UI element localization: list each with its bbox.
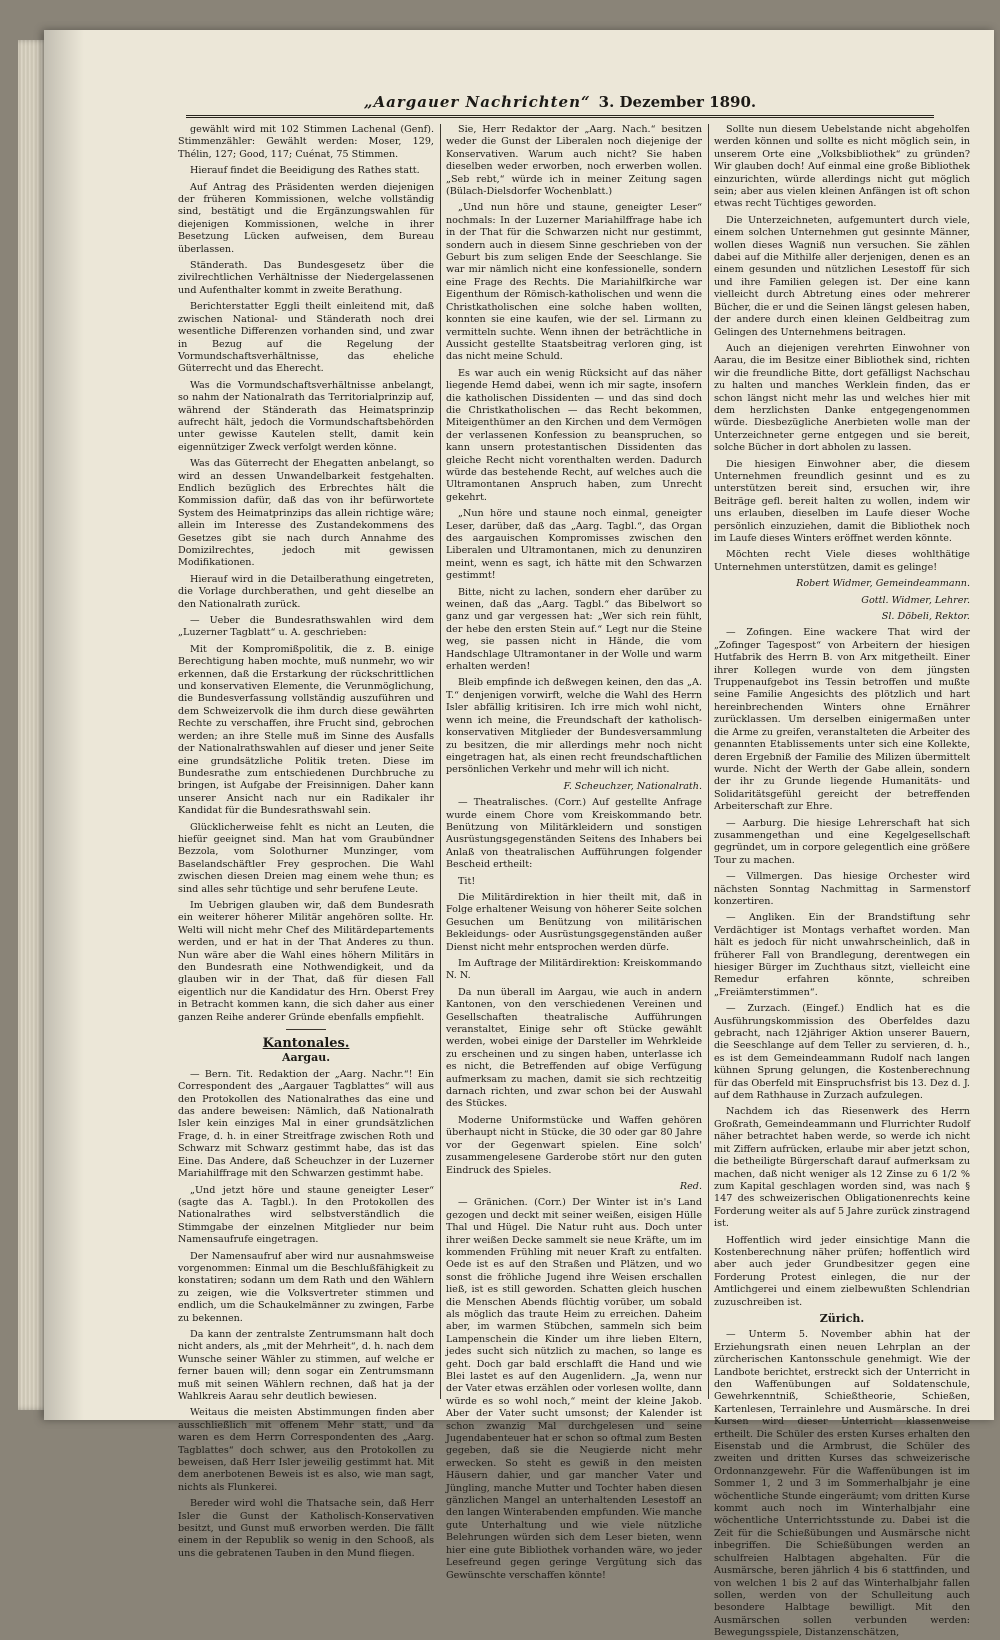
article-paragraph: Nachdem ich das Riesenwerk des Herrn Großrath, Gemeindeammann und Flurrichter Rudolf näher betrachtet haben werde, so werde ich nicht mit Ziffern aufrücken, erlaube mir aber jetzt schon, die betheiligte Bürgerschaft darauf aufmerksam zu machen, daß nicht weniger als 12 Zinse zu 6 1/2 % zum Kapital geschlagen worden sind, was nach § 147 des schweizerischen Obligationenrechts keine Forderung weiter als auf 5 Jahre zurück zinstragend ist. [714, 1106, 970, 1230]
column-rule [708, 124, 709, 1399]
article-paragraph: Im Auftrage der Militärdirektion: Kreiskommando N. N. [446, 958, 702, 982]
separator-rule [286, 1029, 326, 1030]
article-paragraph: Moderne Uniformstücke und Waffen gehören überhaupt nicht in Stücke, die 30 oder gar 80 Jahre vor der Gegenwart spielen. Eine solch' zusammengelesene Garderobe stört nur den guten Eindruck des Spieles. [446, 1114, 702, 1176]
article-paragraph: Bitte, nicht zu lachen, sondern eher darüber zu weinen, daß das „Aarg. Tagbl.“ das Bibelwort so ganz und gar vergessen hat: „Wer sich rein fühlt, der hebe den ersten Stein auf.“ Legt nur die Steine weg, sie passen nicht in Hände, die vom Handschlage Ultramontaner in der Wolle und warm erhalten werden! [446, 586, 702, 673]
article-paragraph: Ständerath. Das Bundesgesetz über die zivilrechtlichen Verhältnisse der Niedergelassenen und Aufenthalter kommt in zweite Berathung. [178, 260, 434, 296]
article-paragraph: Die Unterzeichneten, aufgemuntert durch viele, einem solchen Unternehmen gut gesinnte Männer, wollen dieses Wagniß nun versuchen. Sie zählen dabei auf die Mithilfe aller derjenigen, denen es an einem gesunden und nützlichen Lesestoff für sich und ihre Familien gelegen ist. Der eine kann vielleicht durch Abtretung eines oder mehrerer Bücher, die er und die Seinen längst gelesen haben, der andere durch einen kleinen Geldbeitrag zum Gelingen des Unternehmens beitragen. [714, 214, 970, 338]
article-paragraph: Sollte nun diesem Uebelstande nicht abgeholfen werden können und sollte es nicht möglich sein, in unserem Orte eine „Volksbibliothek“ zu gründen? Wir glauben doch! Auf einmal eine große Bibliothek einzurichten, würde allerdings nicht gut möglich sein; aber aus vielen kleinen Anfängen ist oft schon etwas recht Tüchtiges geworden. [714, 124, 970, 210]
issue-date: 3. Dezember 1890. [598, 93, 757, 111]
article-paragraph: „Und nun höre und staune, geneigter Leser“ nochmals: In der Luzerner Mariahilffrage habe ich in der That für die Schwarzen nicht nur gestimmt, sondern auch in diesem Sinne geschrieben von der Geburt bis zum seligen Ende der Seeschlange. Sie war mir nämlich nicht eine konfessionelle, sondern eine Frage des Rechts. Die Mariahilfkirche war Eigenthum der Römisch-katholischen und wenn die Christkatholischen eine solche haben wollten, konnten sie eine kaufen, wie der sel. Lirmann zu vermitteln suchte. Wenn ihnen der beträchtliche in Aussicht gestellte Staatsbeitrag verloren ging, ist das nicht meine Schuld. [446, 202, 702, 363]
article-paragraph: Mit der Kompromißpolitik, die z. B. einige Berechtigung haben mochte, muß nunmehr, wo wir erkennen, daß die Erstarkung der rückschrittlichen und konservativen Elemente, die Verunmöglichung, die Bundesverfassung vollständig auszuführen und dem Schweizervolk die ihm durch diese gewährten Rechte zu verschaffen, ihre Frucht sind, gebrochen werden; an ihre Stelle muß im Sinne des Ausfalls der Nationalrathswahlen auf dieser und jener Seite eine grundsätzliche Politik treten. Diese im Bundesrathe zum entschiedenen Durchbruche zu bringen, ist Aufgabe der Freisinnigen. Daher kann unserer Ansicht nach nur ein Radikaler ihr Kandidat für die Bundesrathswahl sein. [178, 643, 434, 817]
article-paragraph: Hoffentlich wird jeder einsichtige Mann die Kostenberechnung näher prüfen; hoffentlich wird aber auch jeder Grundbesitzer gegen eine Forderung Protest einlegen, die nur der Amtlichgerei und einem zielbewußten Schlendrian zuzuschreiben ist. [714, 1234, 970, 1308]
signature-line: Gottl. Widmer, Lehrer. [861, 594, 970, 606]
article-paragraph: Da kann der zentralste Zentrumsmann halt doch nicht anders, als „mit der Mehrheit“, d. h. nach dem Wunsche seiner Wähler zu stimmen, auf welche er ferner bauen will; denn sogar ein Zentrumsmann muß mit seinen Wählern rechnen, daß hat ja der Wahlkreis Aarau sehr deutlich bewiesen. [178, 1328, 434, 1402]
signature-line: Sl. Döbeli, Rektor. [881, 611, 970, 623]
article-paragraph: Berichterstatter Eggli theilt einleitend mit, daß zwischen National- und Ständerath noch drei wesentliche Differenzen vorhanden sind, und zwar in Bezug auf die Regelung der Vormundschaftsverhältnisse, das eheliche Güterrecht und das Eherecht. [178, 301, 434, 375]
article-paragraph: Bleib empfinde ich deßwegen keinen, den das „A. T.“ denjenigen vorwirft, welche die Wahl des Herrn Isler abfällig kritisiren. Ich irre mich wohl nicht, wenn ich meine, die Freundschaft der katholisch-konservativen Mitglieder der Bundesversammlung zu besitzen, die mir allerdings mehr noch nicht eingetragen hat, als einen recht freundschaftlichen persönlichen Verkehr und mehr will ich nicht. [446, 677, 702, 776]
article-paragraph: Was die Vormundschaftsverhältnisse anbelangt, so nahm der Nationalrath das Territorialprinzip auf, während der Ständerath das Heimatsprinzip aufrecht hält, jedoch die Vormundschaftsbehörden unter gewisse Kautelen stellt, damit kein eigennütziger Zweck verfolgt werden könne. [178, 379, 434, 453]
article-paragraph: Tit! [458, 875, 476, 887]
article-paragraph: — Unterm 5. November abhin hat der Erziehungsrath einen neuen Lehrplan an der zürcherischen Kantonsschule genehmigt. Wie der Landbote berichtet, erstreckt sich der Unterricht in den Waffenübungen auf Soldatenschule, Gewehrkenntniß, Schießtheorie, Schießen, Kartenlesen, Terrainlehre und Ausmärsche. In drei Kursen wird dieser Unterricht klassenweise ertheilt. Die Schüler des ersten Kurses erhalten den Eisenstab und die Armbrust, die Schüler des zweiten und dritten Kurses das schweizerische Ordonnanzgewehr. Für die Waffenübungen ist im Sommer 1, 2 und 3 im Sommerhalbjahr je eine wöchentliche Stunde eingeräumt; vom dritten Kurse kommt auch noch im Winterhalbjahr eine wöchentliche Unterrichtsstunde zu. Dabei ist die Zeit für die Schießübungen und Ausmärsche nicht inbegriffen. Die Schießübungen werden an schulfreien Halbtagen abgehalten. Für die Ausmärsche, beren jährlich 4 bis 6 stattfinden, und von welchen 1 bis 2 auf das Winterhalbjahr fallen sollen, werden von der Schulleitung auch besondere Halbtage bewilligt. Mit den Ausmärschen sollen verbunden werden: Bewegungsspiele, Distanzenschätzen, [714, 1329, 970, 1639]
column-1 [178, 124, 434, 1559]
article-paragraph: „Und jetzt höre und staune geneigter Leser“ (sagte das A. Tagbl.). In den Protokollen des Nationalrathes wird selbstverständlich die Stimmgabe der einzelnen Mitglieder nur beim Namensaufrufe eingetragen. [178, 1184, 434, 1246]
article-paragraph: — Zofingen. Eine wackere That wird der „Zofinger Tagespost“ von Arbeitern der hiesigen Hutfabrik des Herrn B. von Arx mitgetheilt. Einer ihrer Kollegen wurde von dem jüngsten Truppenaufgebot ins Tessin betroffen und mußte seine Familie Angesichts des plötzlich und hart hereinbrechenden Winters ohne Ernährer zurücklassen. Um derselben einigermaßen unter die Arme zu greifen, veranstalteten die Arbeiter des genannten Etablissements unter sich eine Kollekte, deren Ergebniß der Familie des Milizen übermittelt wurde. Nicht der Werth der Gabe allein, sondern der ihr zu Grunde liegende Humanitäts- und Solidaritätsgefühl gereicht der betreffenden Arbeiterschaft zur Ehre. [714, 627, 970, 813]
article-paragraph: — Bern. Tit. Redaktion der „Aarg. Nachr.“! Ein Correspondent des „Aargauer Tagblattes“ will aus den Protokollen des Nationalrathes das eine und das andere beweisen: Nämlich, daß Nationalrath Isler kein einziges Mal in einer grundsätzlichen Frage, d. h. in einer Streitfrage zwischen Roth und Schwarz mit Schwarz gestimmt habe, das ist das Eine. Das Andere, daß Scheuchzer in der Luzerner Mariahilffrage mit den Schwarzen gestimmt habe. [178, 1068, 434, 1180]
article-paragraph: Die hiesigen Einwohner aber, die diesem Unternehmen freundlich gesinnt und es zu unterstützen bereit sind, ersuchen wir, ihre Beiträge gefl. bereit halten zu wollen, indem wir uns erlauben, dieselben im Laufe dieser Woche persönlich einzuziehen, damit die Bibliothek noch im Laufe dieses Winters eröffnet werden könnte. [714, 458, 970, 544]
article-paragraph: Auf Antrag des Präsidenten werden diejenigen der früheren Kommissionen, welche vollständig sind, bestätigt und die Ergänzungswahlen für diejenigen Kommissionen, welche in ihrer Besetzung Lücken aufweisen, dem Bureau überlassen. [178, 181, 434, 255]
newspaper-title: „Aargauer Nachrichten“ [363, 93, 591, 111]
article-paragraph: — Zurzach. (Eingef.) Endlich hat es die Ausführungskommission des Oberfeldes dazu gebracht, nach 12jähriger Aktion unserer Bauern, die Seeschlange auf dem Teller zu servieren, d. h., es ist dem Gemeindeammann Rudolf nach langen kühnen Sprung gelungen, die Kostenberechnung für das Oberfeld mit Einspruchsfrist bis 13. Dez d. J. auf dem Rathhause in Zurzach aufzulegen. [714, 1003, 970, 1102]
column-rule [440, 124, 441, 1399]
article-paragraph: gewählt wird mit 102 Stimmen Lachenal (Genf). Stimmenzähler: Gewählt werden: Moser, 129, Thélin, 127; Good, 117; Cuénat, 75 Stimmen. [178, 124, 434, 160]
article-paragraph: Hierauf findet die Beeidigung des Rathes statt. [190, 165, 420, 177]
section-subtitle: Zürich. [819, 1311, 865, 1325]
column-2 [446, 124, 702, 1581]
article-paragraph: Im Uebrigen glauben wir, daß dem Bundesrath ein weiterer höherer Militär angehören sollte. Hr. Welti will nicht mehr Chef des Militärdepartements werden, und er hat in der That Anderes zu thun. Nun wäre aber die Wahl eines höhern Militärs in den Bundesrath eine Nothwendigkeit, und da glauben wir in der That, daß für diesen Fall eigentlich nur die Kandidatur des Hrn. Oberst Frey in Betracht kommen kann, die sich daher aus einer ganzen Reihe anderer Gründe ebenfalls empfiehlt. [178, 899, 434, 1023]
article-paragraph: Hierauf wird in die Detailberathung eingetreten, die Vorlage durchberathen, und geht dieselbe an den Nationalrath zurück. [178, 573, 434, 610]
page-header [186, 88, 934, 118]
article-paragraph: Auch an diejenigen verehrten Einwohner von Aarau, die im Besitze einer Bibliothek sind, richten wir die freundliche Bitte, dort gefälligst Nachschau zu halten und manches Werklein finden, das er schon längst nicht mehr las und welches hier mit dem herzlichsten Danke entgegengenommen würde. Diesbezügliche Anerbieten wolle man der Unterzeichneter gerne entgegen und sie bereit, solche Bücher in dort abholen zu lassen. [714, 342, 970, 454]
article-paragraph: — Aarburg. Die hiesige Lehrerschaft hat sich zusammengethan und eine Kegelgesellschaft gegründet, um in corpore gelegentlich eine größere Tour zu machen. [714, 817, 970, 866]
gutter-shadow [44, 30, 84, 1420]
article-paragraph: Weitaus die meisten Abstimmungen finden aber ausschließlich mit offenem Mehr statt, und da waren es dem Herrn Correspondenten des „Aarg. Tagblattes“ doch schwer, aus den Protokollen zu beweisen, daß Herr Isler jeweilig gestimmt hat. Mit dem anerbotenen Beweis ist es also, wie man sagt, nichts als Flunkerei. [178, 1407, 434, 1493]
article-paragraph: „Nun höre und staune noch einmal, geneigter Leser, darüber, daß das „Aarg. Tagbl.“, das Organ des aargauischen Kompromisses zwischen den Liberalen und Ultramontanen, mich zu denunziren meint, wenn es sagt, ich hätte mit den Schwarzen gestimmt! [446, 508, 702, 582]
article-paragraph: — Theatralisches. (Corr.) Auf gestellte Anfrage wurde einem Chore vom Kreiskommando betr. Benützung von Militärkleidern und sonstigen Ausrüstungsgegenständen Seitens des Inhabers bei Anlaß von theatralischen Aufführungen folgender Bescheid ertheilt: [446, 797, 702, 871]
article-paragraph: Möchten recht Viele dieses wohlthätige Unternehmen unterstützen, damit es gelinge! [714, 549, 970, 573]
section-subtitle: Aargau. [281, 1051, 331, 1065]
author-signature: F. Scheuchzer, Nationalrath. [563, 780, 702, 792]
article-paragraph: Bereder wird wohl die Thatsache sein, daß Herr Isler die Gunst der Katholisch-Konservativen besitzt, und Gunst muß erworben werden. Die fällt einem in der Republik so wenig in den Schooß, als uns die gebratenen Tauben in den Mund fliegen. [178, 1498, 434, 1559]
article-paragraph: — Villmergen. Das hiesige Orchester wird nächsten Sonntag Nachmittag in Sarmenstorf konzertiren. [714, 871, 970, 907]
article-paragraph: — Angliken. Ein der Brandstiftung sehr Verdächtiger ist Montags verhaftet worden. Man hält es jedoch für nicht unwahrscheinlich, daß in früherer Fall von Brandlegung, derentwegen ein hiesiger Bürger im Zuchthaus sitzt, vielleicht eine Remedur erfahren könnte, schreiben „Freiämterstimmen“. [714, 912, 970, 998]
editor-signature: Red. [679, 1180, 702, 1192]
article-paragraph: — Ueber die Bundesrathswahlen wird dem „Luzerner Tagblatt“ u. A. geschrieben: [178, 615, 434, 639]
article-paragraph: Was das Güterrecht der Ehegatten anbelangt, so wird an dessen Unwandelbarkeit festgehalten. Endlich bezüglich des Erbrechtes hält die Kommission dafür, daß das von ihr befürwortete System des Heimatprinzips das allein richtige wäre; allein im Interesse des Zustandekommens des Gesetzes gibt sie nach durch Annahme des Domizilrechtes, jedoch mit gewissen Modifikationen. [178, 458, 434, 569]
article-paragraph: Es war auch ein wenig Rücksicht auf das näher liegende Hemd dabei, wenn ich mir sagte, insofern die katholischen Dissidenten — und das sind doch die Christkatholischen — das Recht bekommen, Miteigenthümer an den Kirchen und dem Vermögen der verlassenen Konfession zu beanspruchen, so kann unsern protestantischen Dissidenten das gleiche Recht nicht vorenthalten werden. Dadurch würde das bestehende Recht, auf welches auch die Ultramontanen Anspruch haben, zum Unrecht gekehrt. [446, 367, 702, 503]
article-paragraph: Der Namensaufruf aber wird nur ausnahmsweise vorgenommen: Einmal um die Beschlußfähigkeit zu konstatiren; sodann um dem Rath und den Wählern zu zeigen, wie die Volksvertreter stimmen und endlich, um die Schaukelmänner zu zwingen, Farbe zu bekennen. [178, 1250, 434, 1324]
article-paragraph: Sie, Herr Redaktor der „Aarg. Nach.“ besitzen weder die Gunst der Liberalen noch diejenige der Konservativen. Warum auch nicht? Sie haben dieselben weder erworben, noch erwerben wollen. „Seb rebt,“ würde ich in meiner Zeitung sagen (Bülach-Dielsdorfer Wochenblatt.) [446, 124, 702, 198]
article-paragraph: — Gränichen. (Corr.) Der Winter ist in's Land gezogen und deckt mit seiner weißen, eisigen Hülle Thal und Hügel. Die Natur ruht aus. Doch unter ihrer weißen Decke sammelt sie neue Kräfte, um im kommenden Frühling mit neuer Kraft zu entfalten. Oede ist es auf den Straßen und Plätzen, und wo sonst die fröhliche Jugend ihre Weisen erschallen ließ, ist es still geworden. Schatten gleich huschen die Menschen Abends flüchtig vorüber, um sobald als möglich das traute Heim zu erreichen. Daheim aber, im warmen Stübchen, sammeln sich beim Lampenschein die Kinder um ihre lieben Eltern, jedes sucht sich nützlich zu machen, so lange es geht. Doch gar bald erschlafft die Hand und wie Blei lastet es auf den Augenlidern. „Ja, wenn nur der Vater etwas erzählen oder vorlesen wollte, dann würde es so wohl noch,“ meint der kleine Jakob. Aber der Vater sucht umsonst; der Kalender ist schon zwanzig Mal durchgelesen und seine Jugendabenteuer hat er schon so oftmal zum Besten gegeben, daß sie die Neugierde nicht mehr erwecken. So steht es gewiß in den meisten Häusern dahier, und gar mancher Vater und Jüngling, manche Mutter und Tochter haben diesen gänzlichen Mangel an unterhaltenden Lesestoff an den langen Winterabenden empfunden. Wie manche gute Unterhaltung und wie viele nützliche Belehrungen würden sich dem Leser bieten, wenn hier eine gute Bibliothek vorhanden wäre, wo jeder Lesefreund gegen geringe Vergütung sich das Gewünschte verschaffen könnte! [446, 1197, 702, 1581]
article-paragraph: Da nun überall im Aargau, wie auch in andern Kantonen, von den verschiedenen Vereinen und Gesellschaften theatralische Aufführungen veranstaltet, Einige sehr oft Stücke gewählt werden, wobei einige der Darsteller im Wehrkleide zu erscheinen und zu singen haben, unterlasse ich es nicht, die Betreffenden auf obige Verfügung aufmerksam zu machen, damit sie sich rechtzeitig darnach richten, und zwar schon bei der Auswahl des Stückes. [446, 986, 702, 1110]
article-paragraph: Die Militärdirektion in hier theilt mit, daß in Folge erhaltener Weisung von höherer Seite solchen Gesuchen um Benützung von militärischen Bekleidungs- oder Ausrüstungsgegenständen außer Dienst nicht mehr entsprochen werden dürfe. [446, 891, 702, 953]
article-paragraph: Glücklicherweise fehlt es nicht an Leuten, die hiefür geeignet sind. Man hat vom Graubündner Bezzola, vom Solothurner Munzinger, vom Baselandschäftler Frey gesprochen. Die Wahl zwischen diesen Dreien mag einem wehe thun; es sind alles sehr tüchtige und sehr berufene Leute. [178, 821, 434, 895]
column-3 [714, 124, 970, 1639]
signature-line: Robert Widmer, Gemeindeammann. [796, 578, 970, 590]
section-title: Kantonales. [262, 1036, 350, 1052]
